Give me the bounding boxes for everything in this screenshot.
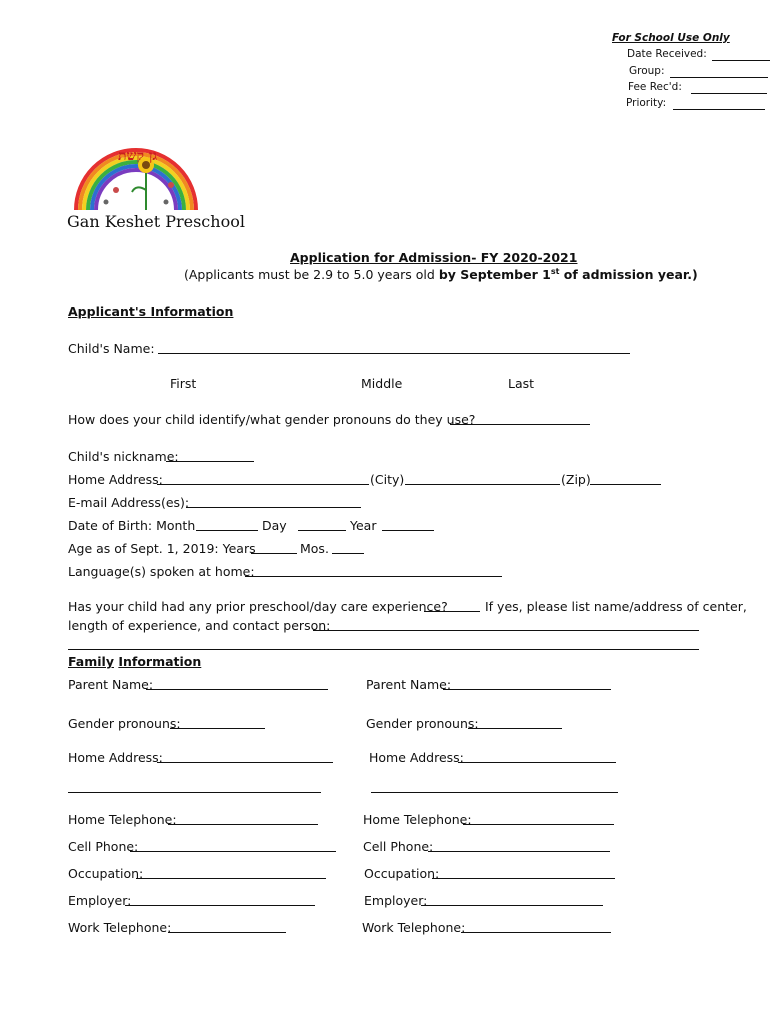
- parent2-occupation-field[interactable]: [432, 866, 615, 879]
- home-address-field[interactable]: [157, 472, 369, 485]
- date-received-label: Date Received:: [627, 48, 707, 60]
- dob-day-field[interactable]: [298, 518, 346, 531]
- parent2-employer-field[interactable]: [421, 893, 603, 906]
- parent1-name-label: Parent Name:: [68, 677, 154, 692]
- length-experience-label: length of experience, and contact person:: [68, 618, 331, 633]
- parent2-home-tel-field[interactable]: [463, 812, 614, 825]
- parent1-address-field-2[interactable]: [68, 780, 321, 793]
- experience-details-field[interactable]: [313, 618, 699, 631]
- parent1-employer-label: Employer:: [68, 893, 132, 908]
- logo-hebrew-text: גן קשת: [118, 148, 158, 164]
- home-address-label: Home Address:: [68, 472, 163, 487]
- email-field[interactable]: [186, 495, 361, 508]
- parent2-name-label: Parent Name:: [366, 677, 452, 692]
- fee-field[interactable]: [691, 81, 767, 94]
- parent2-work-tel-field[interactable]: [461, 920, 611, 933]
- parent1-occupation-field[interactable]: [136, 866, 326, 879]
- parent1-name-field[interactable]: [146, 677, 328, 690]
- dob-month-field[interactable]: [196, 518, 258, 531]
- parent1-address-field[interactable]: [157, 750, 333, 763]
- last-label: Last: [508, 376, 535, 391]
- parent1-work-tel-field[interactable]: [168, 920, 286, 933]
- gender-question: How does your child identify/what gender pronouns do they use?: [68, 412, 476, 427]
- parent1-gender-field[interactable]: [170, 716, 265, 729]
- priority-field[interactable]: [673, 97, 765, 110]
- group-field[interactable]: [670, 65, 768, 78]
- parent2-home-tel-label: Home Telephone:: [363, 812, 472, 827]
- dob-year-label: Year: [350, 518, 377, 533]
- dob-month-label: Date of Birth: Month: [68, 518, 196, 533]
- form-subtitle: (Applicants must be 2.9 to 5.0 years old by September 1st of admission year.): [184, 267, 698, 283]
- middle-label: Middle: [361, 376, 403, 391]
- parent1-home-tel-field[interactable]: [168, 812, 318, 825]
- fee-label: Fee Rec'd:: [628, 81, 682, 93]
- parent2-gender-field[interactable]: [468, 716, 562, 729]
- parent2-cell-field[interactable]: [428, 839, 610, 852]
- parent2-occupation-label: Occupation:: [364, 866, 440, 881]
- school-name: Gan Keshet Preschool: [67, 212, 245, 231]
- if-yes-label: If yes, please list name/address of center,: [485, 599, 747, 614]
- parent1-gender-label: Gender pronouns:: [68, 716, 181, 731]
- dob-year-field[interactable]: [382, 518, 434, 531]
- gender-field[interactable]: [450, 412, 590, 425]
- age-mos-label: Mos.: [300, 541, 329, 556]
- child-name-label: Child's Name:: [68, 341, 155, 356]
- date-received-field[interactable]: [712, 48, 770, 61]
- parent1-address-label: Home Address:: [68, 750, 163, 765]
- language-label: Language(s) spoken at home:: [68, 564, 255, 579]
- parent2-address-label: Home Address:: [369, 750, 464, 765]
- parent1-employer-field[interactable]: [125, 893, 315, 906]
- language-field[interactable]: [245, 564, 502, 577]
- family-heading: Family Information: [68, 654, 202, 669]
- parent2-address-field-2[interactable]: [371, 780, 618, 793]
- rainbow-logo: [66, 110, 206, 215]
- form-title: Application for Admission- FY 2020-2021: [290, 250, 578, 265]
- applicant-heading: Applicant's Information: [68, 304, 234, 319]
- parent2-work-tel-label: Work Telephone:: [362, 920, 466, 935]
- group-label: Group:: [629, 65, 665, 77]
- prior-experience-field[interactable]: [424, 599, 480, 612]
- age-years-label: Age as of Sept. 1, 2019: Years: [68, 541, 256, 556]
- parent2-employer-label: Employer:: [364, 893, 428, 908]
- first-label: First: [170, 376, 197, 391]
- nickname-field[interactable]: [166, 449, 254, 462]
- zip-label: (Zip): [561, 472, 591, 487]
- age-mos-field[interactable]: [332, 541, 364, 554]
- parent1-cell-label: Cell Phone:: [68, 839, 139, 854]
- nickname-label: Child's nickname:: [68, 449, 179, 464]
- age-years-field[interactable]: [251, 541, 297, 554]
- parent2-address-field[interactable]: [458, 750, 616, 763]
- parent1-work-tel-label: Work Telephone:: [68, 920, 172, 935]
- office-use-title: For School Use Only: [612, 32, 730, 44]
- child-name-field[interactable]: [158, 341, 630, 354]
- city-label: (City): [370, 472, 405, 487]
- parent1-home-tel-label: Home Telephone:: [68, 812, 177, 827]
- parent2-name-field[interactable]: [443, 677, 611, 690]
- parent2-cell-label: Cell Phone:: [363, 839, 434, 854]
- city-field[interactable]: [405, 472, 560, 485]
- parent1-occupation-label: Occupation:: [68, 866, 144, 881]
- experience-details-field-2[interactable]: [68, 637, 699, 650]
- parent2-gender-label: Gender pronouns:: [366, 716, 479, 731]
- zip-field[interactable]: [590, 472, 661, 485]
- parent1-cell-field[interactable]: [130, 839, 336, 852]
- priority-label: Priority:: [626, 97, 667, 109]
- email-label: E-mail Address(es):: [68, 495, 190, 510]
- prior-experience-question: Has your child had any prior preschool/day care experience?: [68, 599, 448, 614]
- dob-day-label: Day: [262, 518, 287, 533]
